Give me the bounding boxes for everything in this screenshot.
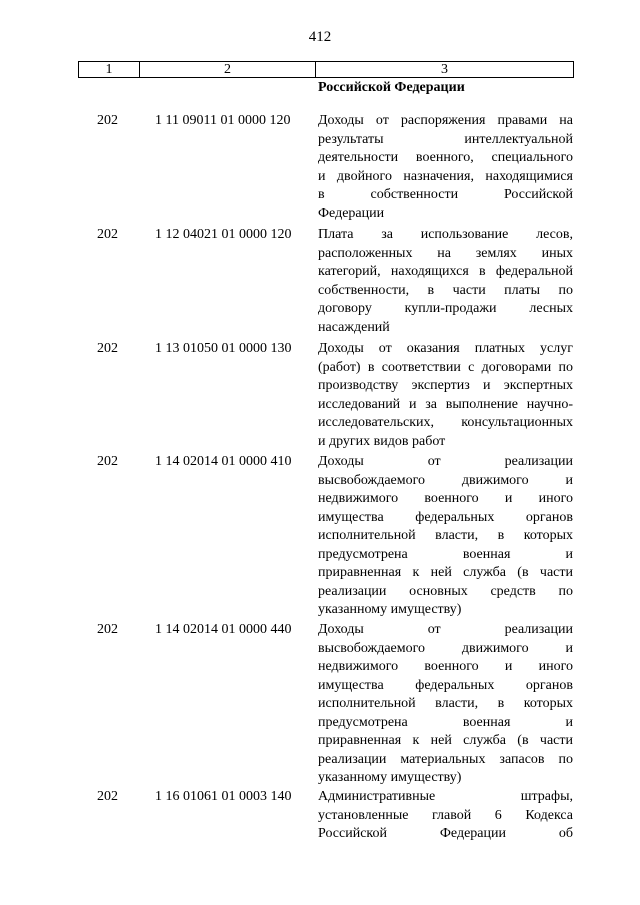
description-line: исполнительной власти, в которых (318, 696, 573, 711)
row-description (318, 340, 573, 451)
description-line: Российской Федерации об (318, 826, 573, 841)
admin-code: 202 (97, 113, 118, 128)
description-line: и двойного назначения, находящимися (318, 168, 573, 184)
description-line: Доходы от оказания платных услуг (318, 341, 573, 356)
kbk-code: 1 16 01061 01 0003 140 (155, 789, 292, 804)
description-line: реализации основных средств по (318, 583, 573, 599)
description-line: указанному имуществу) (318, 770, 462, 785)
description-line: Доходы от распоряжения правами на (318, 113, 573, 128)
table-header (78, 61, 574, 78)
description-line: недвижимого военного и иного (318, 659, 573, 674)
row-description (318, 112, 573, 223)
description-line: высвобождаемого движимого и (318, 640, 573, 656)
description-line: исследовательских, консультационных (318, 415, 573, 430)
description-line: (работ) в соответствии с договорами по (318, 359, 573, 375)
description-line: реализации материальных запасов по (318, 751, 573, 767)
row-description (318, 788, 573, 844)
description-line: производству экспертиз и экспертных (318, 378, 573, 393)
kbk-code: 1 14 02014 01 0000 440 (155, 622, 292, 637)
page-number: 412 (308, 29, 332, 45)
admin-code: 202 (97, 341, 118, 356)
admin-code: 202 (97, 227, 118, 242)
description-line: в собственности Российской (318, 187, 573, 202)
section-title: Российской Федерации (318, 80, 465, 95)
description-line: категорий, находящихся в федеральной (318, 264, 573, 279)
header-col-2: 2 (140, 62, 316, 77)
admin-code: 202 (97, 454, 118, 469)
description-line: указанному имуществу) (318, 602, 462, 617)
description-line: предусмотрена военная и (318, 714, 573, 730)
kbk-code: 1 14 02014 01 0000 410 (155, 454, 292, 469)
admin-code: 202 (97, 622, 118, 637)
row-description (318, 621, 573, 788)
description-line: высвобождаемого движимого и (318, 472, 573, 488)
row-description (318, 226, 573, 337)
row-description (318, 453, 573, 620)
description-line: предусмотрена военная и (318, 546, 573, 562)
kbk-code: 1 12 04021 01 0000 120 (155, 227, 292, 242)
description-line: имущества федеральных органов (318, 509, 573, 525)
description-line: собственности, в части платы по (318, 282, 573, 298)
description-line: имущества федеральных органов (318, 677, 573, 693)
description-line: приравненная к ней служба (в части (318, 565, 573, 580)
admin-code: 202 (97, 789, 118, 804)
kbk-code: 1 11 09011 01 0000 120 (155, 113, 291, 128)
description-line: приравненная к ней служба (в части (318, 733, 573, 748)
description-line: Доходы от реализации (318, 454, 573, 469)
description-line: Административные штрафы, (318, 789, 573, 804)
description-line: Плата за использование лесов, (318, 227, 573, 242)
description-line: исполнительной власти, в которых (318, 528, 573, 543)
description-line: насаждений (318, 319, 390, 335)
header-col-3: 3 (441, 62, 448, 77)
description-line: недвижимого военного и иного (318, 491, 573, 506)
description-line: результаты интеллектуальной (318, 131, 573, 147)
description-line: установленные главой 6 Кодекса (318, 807, 573, 823)
kbk-code: 1 13 01050 01 0000 130 (155, 341, 292, 356)
description-line: Доходы от реализации (318, 622, 573, 637)
description-line: и других видов работ (318, 433, 446, 449)
description-line: деятельности военного, специального (318, 150, 573, 165)
header-col-1: 1 (79, 62, 140, 77)
description-line: расположенных на землях иных (318, 245, 573, 261)
description-line: договору купли-продажи лесных (318, 301, 573, 316)
description-line: Федерации (318, 205, 385, 221)
description-line: исследований и за выполнение научно- (318, 396, 573, 412)
